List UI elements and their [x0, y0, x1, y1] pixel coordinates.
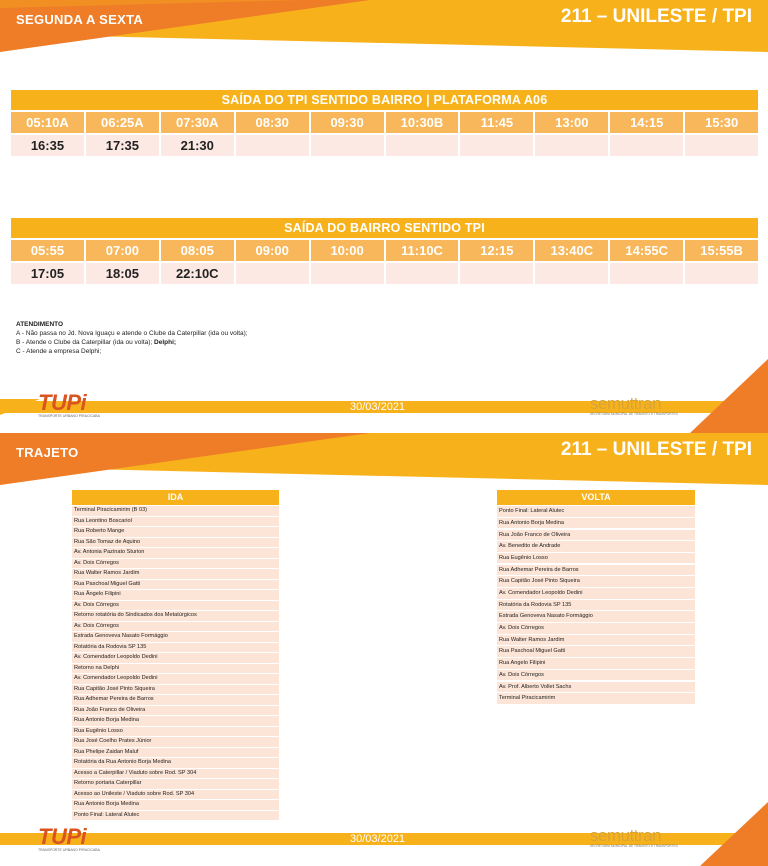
tupi-logo: [38, 824, 100, 852]
outbound-schedule-table: [11, 90, 758, 156]
departure-time: [460, 135, 533, 156]
route-street-item: Rua São Tomaz de Aquino: [72, 538, 279, 548]
route-street-item: Rua Walter Ramos Jardim: [497, 635, 695, 646]
route-street-item: Rua Angelo Filipini: [497, 658, 695, 669]
route-street-item: Av. Comendador Leopoldo Dedini: [72, 653, 279, 663]
route-street-item: Acesso ao Unileste / Viaduto sobre Rod. SP 304: [72, 790, 279, 800]
route-street-item: Rua Capitão José Pinto Siqueira: [497, 576, 695, 587]
departure-time: [386, 135, 459, 156]
route-street-item: Rua Capitão José Pinto Siqueira: [72, 685, 279, 695]
ida-route-list: [72, 490, 279, 820]
departure-time: [610, 135, 683, 156]
departure-time: [236, 135, 309, 156]
outbound-schedule-title: SAÍDA DO TPI SENTIDO BAIRRO | PLATAFORMA A06: [11, 90, 758, 110]
route-street-item: Av. Comendador Leopoldo Dedini: [72, 674, 279, 684]
route-street-item: Av. Antonia Pazinato Sturion: [72, 548, 279, 558]
note-b-bold: Delphi;: [154, 339, 177, 346]
route-street-item: Av. Dois Córregos: [72, 622, 279, 632]
departure-time: 14:15: [610, 112, 683, 133]
notes-title: ATENDIMENTO: [16, 321, 64, 328]
departure-time: 22:10C: [161, 263, 234, 284]
volta-route-items: [497, 506, 695, 704]
departure-time: 06:25A: [86, 112, 159, 133]
departure-time: 21:30: [161, 135, 234, 156]
route-street-item: Rua Paschoal Miguel Gatti: [497, 646, 695, 657]
route-page: [0, 433, 768, 866]
footer-date: 30/03/2021: [350, 401, 406, 413]
departure-time: 18:05: [86, 263, 159, 284]
tupi-logo-subtitle: TRANSPORTE URBANO PIRACICABA: [38, 414, 100, 418]
departure-time: 05:10A: [11, 112, 84, 133]
departure-time: 09:30: [311, 112, 384, 133]
departure-time: 10:30B: [386, 112, 459, 133]
departure-time: 11:10C: [386, 240, 459, 261]
semuttran-logo-text: semuttran: [590, 394, 662, 413]
route-street-item: Rua Antonio Borja Medina: [72, 716, 279, 726]
outbound-times-row-1: [11, 112, 758, 133]
route-street-item: Estrada Genoveva Nasato Formággio: [497, 611, 695, 622]
semuttran-logo-subtitle: SECRETARIA MUNICIPAL DE TRÂNSITO E TRANSPORTES: [590, 844, 678, 848]
route-street-item: Terminal Piracicamirim (B 03): [72, 506, 279, 516]
line-title: 211 – UNILESTE / TPI: [560, 6, 752, 27]
departure-time: [460, 263, 533, 284]
departure-time: 15:55B: [685, 240, 758, 261]
departure-time: 05:55: [11, 240, 84, 261]
route-street-item: Av. Dois Córregos: [497, 670, 695, 681]
volta-route-list: [497, 490, 695, 704]
note-b-text: B - Atende o Clube da Caterpillar (ida ou volta);: [16, 339, 153, 346]
semuttran-logo: [590, 394, 678, 416]
departure-time: [610, 263, 683, 284]
route-street-item: Rua Eugênio Losso: [72, 727, 279, 737]
route-street-item: Ponto Final: Lateral Alutec: [497, 506, 695, 517]
route-street-item: Rua João Franco de Oliveira: [72, 706, 279, 716]
tupi-logo: [38, 390, 100, 418]
departure-time: 13:40C: [535, 240, 608, 261]
line-title: 211 – UNILESTE / TPI: [560, 439, 752, 460]
ida-route-items: [72, 506, 279, 820]
departure-time: 17:35: [86, 135, 159, 156]
route-street-item: Av. Dois Córregos: [72, 559, 279, 569]
route-street-item: Rua João Franco de Oliveira: [497, 530, 695, 541]
departure-time: 08:05: [161, 240, 234, 261]
semuttran-logo-text: semuttran: [590, 826, 662, 845]
route-street-item: Retorno portaria Caterpillar: [72, 779, 279, 789]
inbound-schedule-title: SAÍDA DO BAIRRO SENTIDO TPI: [11, 218, 758, 238]
departure-time: 12:15: [460, 240, 533, 261]
outbound-times-row-2: [11, 135, 758, 156]
route-street-item: Av. Benedito de Andrade: [497, 541, 695, 552]
departure-time: 14:55C: [610, 240, 683, 261]
route-street-item: Av. Dois Córregos: [497, 623, 695, 634]
departure-time: [685, 263, 758, 284]
departure-time: 11:45: [460, 112, 533, 133]
route-street-item: Estrada Genoveva Nasato Formággio: [72, 632, 279, 642]
departure-time: [535, 135, 608, 156]
departure-time: 17:05: [11, 263, 84, 284]
departure-time: [685, 135, 758, 156]
route-street-item: Retorno na Delphi: [72, 664, 279, 674]
departure-time: 15:30: [685, 112, 758, 133]
note-a: A - Não passa no Jd. Nova Iguaçu e atende o Clube da Caterpillar (ida ou volta);: [16, 330, 248, 337]
route-street-item: Rua Antonio Borja Medina: [497, 518, 695, 529]
route-street-item: Rua Ângelo Filipini: [72, 590, 279, 600]
inbound-times-row-1: [11, 240, 758, 261]
route-street-item: Av. Comendador Leopoldo Dedini: [497, 588, 695, 599]
route-street-item: Rua Adhemar Pereira de Barros: [72, 695, 279, 705]
footer-date: 30/03/2021: [350, 833, 406, 845]
departure-time: [311, 263, 384, 284]
route-street-item: Av. Dois Córregos: [72, 601, 279, 611]
inbound-schedule-table: [11, 218, 758, 284]
departure-time: 13:00: [535, 112, 608, 133]
tupi-logo-text: TUPi: [38, 824, 87, 849]
route-street-item: Rotatória da Rua Antonio Borja Medina: [72, 758, 279, 768]
route-street-item: Rua Antonio Borja Medina: [72, 800, 279, 810]
departure-time: [311, 135, 384, 156]
route-street-item: Rua Eugênio Losso: [497, 553, 695, 564]
note-c: C - Atende a empresa Delphi;: [16, 348, 102, 355]
note-b: [16, 338, 248, 347]
route-section-label: TRAJETO: [16, 445, 79, 460]
departure-time: [236, 263, 309, 284]
departure-time: 07:00: [86, 240, 159, 261]
route-street-item: Ponto Final: Lateral Alutec: [72, 811, 279, 821]
day-type-label: SEGUNDA A SEXTA: [16, 12, 144, 27]
tupi-logo-subtitle: TRANSPORTE URBANO PIRACICABA: [38, 848, 100, 852]
departure-time: 08:30: [236, 112, 309, 133]
tupi-logo-text: TUPi: [38, 390, 87, 415]
route-street-item: Rua Phelipe Zaidan Maluf: [72, 748, 279, 758]
departure-time: 07:30A: [161, 112, 234, 133]
semuttran-logo-subtitle: SECRETARIA MUNICIPAL DE TRÂNSITO E TRANSPORTES: [590, 412, 678, 416]
departure-time: 10:00: [311, 240, 384, 261]
departure-time: 09:00: [236, 240, 309, 261]
route-street-item: Rua Paschoal Miguel Gatti: [72, 580, 279, 590]
departure-time: [386, 263, 459, 284]
semuttran-logo: [590, 826, 678, 848]
route-street-item: Rua José Coelho Prates Júnior: [72, 737, 279, 747]
route-street-item: Rua Leontino Boscariol: [72, 517, 279, 527]
service-notes: [16, 320, 248, 356]
volta-route-title: VOLTA: [497, 490, 695, 505]
route-street-item: Rotatória da Rodovia SP 135: [72, 643, 279, 653]
route-street-item: Terminal Piracicamirim: [497, 693, 695, 704]
route-street-item: Rua Walter Ramos Jardim: [72, 569, 279, 579]
route-street-item: Rotatória da Rodovia SP 135: [497, 600, 695, 611]
route-street-item: Av. Prof. Alberto Vollet Sachs: [497, 682, 695, 693]
route-street-item: Retorno rotatória do Sindicados dos Metatúrgicos: [72, 611, 279, 621]
route-street-item: Rua Adhemar Pereira de Barros: [497, 565, 695, 576]
departure-time: 16:35: [11, 135, 84, 156]
inbound-times-row-2: [11, 263, 758, 284]
route-street-item: Acesso a Caterpillar / Viaduto sobre Rod. SP 304: [72, 769, 279, 779]
departure-time: [535, 263, 608, 284]
ida-route-title: IDA: [72, 490, 279, 505]
route-street-item: Rua Roberto Mange: [72, 527, 279, 537]
